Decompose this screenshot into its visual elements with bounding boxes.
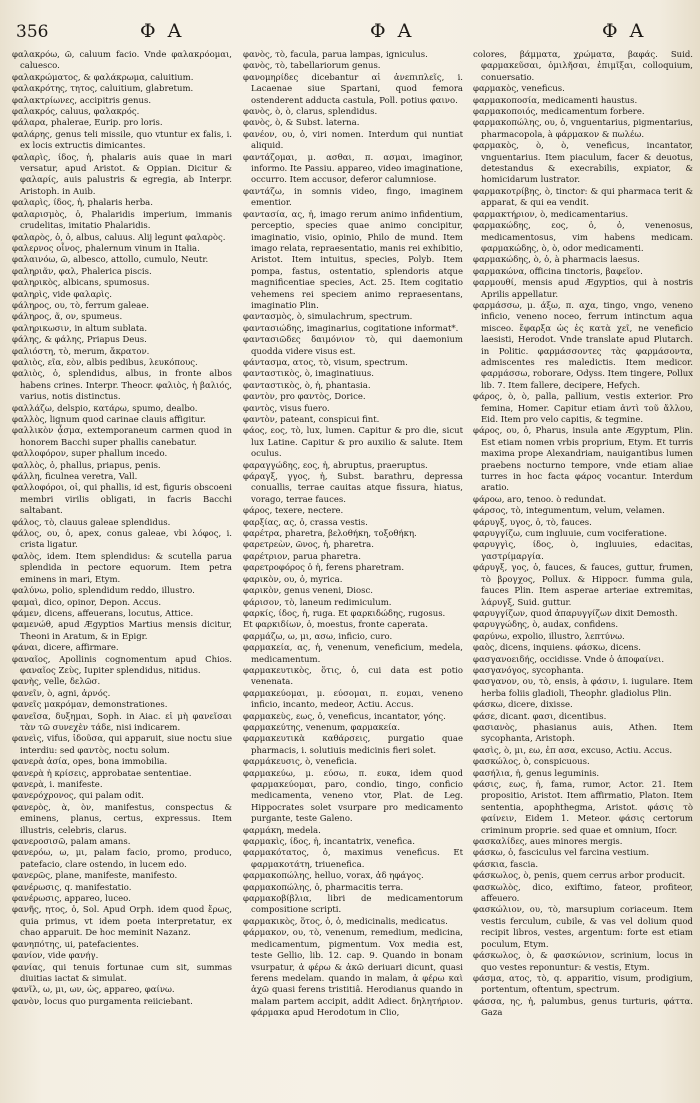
dictionary-entry: φαρμακοτρίβης, ὸ, tinctor: & qui pharmaca terit & apparat, & qui ea vendit. — [473, 186, 693, 209]
dictionary-entry: φαλακρόω, ῶ, caluum facio. Vnde φαλακρόομαι, caluesco. — [12, 50, 232, 72]
dictionary-entry: φαρμακευτικὰ καθάρσεις, purgatio quae pharmacis, i. solutiuis medicinis fieri solet. — [243, 734, 463, 756]
dictionary-entry: φαλλὸς, lignum quod carinae clauis affigitur. — [12, 415, 206, 425]
dictionary-entry: φαρυγγὶς, ίδος, ὸ, ingluuies, edacitas, γαστρίμαργία. — [473, 540, 693, 562]
dictionary-entry: φαληρὶς, vide φαλαρὶς. — [12, 289, 112, 300]
dictionary-entry: φαρμακώνα, officina tinctoris, βαφεῖον. — [473, 266, 643, 277]
dictionary-entry: φάροω, aro, tenoo. ὸ redundat. — [473, 494, 607, 505]
dictionary-entry: φαρμάκη, medela. — [243, 825, 321, 836]
dictionary-entry: φαλακτρίωνες, accipitris genus. — [12, 95, 152, 106]
dictionary-entry: φασγανόγος, sycophanta. — [473, 665, 584, 676]
dictionary-entry: φασκαλίδες, aues minores mergis. — [473, 837, 623, 848]
dictionary-entry: φανὸς, τὸ, tabellariorum genus. — [243, 61, 381, 72]
dictionary-entry: φάλλη, ficulnea veretra, Vall. — [12, 472, 138, 483]
dictionary-entry: φανερὰ, i. manifeste. — [12, 780, 103, 790]
dictionary-entry: φαλλὸς, ὁ, phallus, priapus, penis. — [12, 460, 161, 471]
dictionary-entry: φαραγγώδης, εος, ἡ, abruptus, praeruptus. — [243, 460, 428, 471]
dictionary-entry: φαλακρώματος, & φαλάκρωμα, caluitium. — [12, 72, 194, 83]
dictionary-entry: φανέρωσις, appareo, luceo. — [12, 894, 131, 905]
dictionary-entry: φάσκωλος, ὸ, penis, quem cerrus arbor producit. — [473, 871, 686, 882]
dictionary-entry: φαντάζομαι, μ. ασθαι, π. ασμαι, imaginor, informo. Ite Passiu. appareo, video imaginatione, occurro. Item accusor, deferor calumniose. — [243, 152, 463, 186]
dictionary-entry: φανὴς, velle, δελῶσ. — [12, 677, 101, 688]
dictionary-entry: φαληρικωσιν, in altum sublata. — [12, 323, 148, 334]
dictionary-entry: φαλιόστη, τὸ, merum, ἄκρατον. — [12, 346, 150, 357]
dictionary-entry: φάσσα, ης, ἡ, palumbus, genus turturis, φάττα. Gaza — [473, 996, 693, 1019]
dictionary-entry: φαρμακὸς, ὸ, ὸ, veneficus, incantator, vnguentarius. Item piaculum, facer & deuotus, detestandus & execrabilis, expiator, & homicidarum lustrator. — [473, 141, 693, 186]
column-heading: Φ Α — [370, 20, 415, 42]
dictionary-entry: φαρικὸν, genus veneni, Diosc. — [243, 586, 373, 597]
dictionary-entry: φάρσος, τὸ, integumentum, velum, velamen. — [473, 506, 665, 517]
dictionary-entry: φαρμακεία, ας, ἡ, venenum, veneficium, medela, medicamentum. — [243, 643, 463, 665]
dictionary-entry: φαρμακοποιός, medicamentum forbere. — [473, 107, 645, 118]
dictionary-entry: φανίας, qui tenuis fortunae cum sit, summas diuitias iactat & simulat. — [12, 962, 232, 984]
dictionary-entry: φαλαρὶς, ίδος, ἡ, phalaris herba. — [12, 198, 153, 209]
dictionary-entry: φαρέτρα, pharetra, βελοθήκη, τοξοθήκη. — [243, 529, 417, 540]
dictionary-entry: φαὸς, dicens, inquiens. φάσκω, dicens. — [473, 643, 641, 654]
dictionary-entry: φαρυγγίζων, quod ἀπαρυγγίζων dixit Demosth. — [473, 608, 678, 619]
column-right — [473, 50, 693, 1096]
dictionary-entry: φάσκια, fascia. — [473, 859, 539, 870]
dictionary-entry: φαρέτριον, parua pharetra. — [243, 551, 361, 562]
dictionary-entry: φανταστικὸς, ὸ, ἡ, phantasia. — [243, 380, 371, 391]
dictionary-entry: φασκώλος, ὸ, conspicuous. — [473, 757, 590, 768]
dictionary-entry: φαναῖος, Apollinis cognomentum apud Chios. φαναῖος Ζεὺς, Iupiter splendidus, nitidus. — [12, 654, 232, 676]
column-middle — [243, 50, 463, 1096]
dictionary-entry: φανταστικὸς, ὸ, imaginatiuus. — [243, 369, 374, 380]
dictionary-entry: φαντασμὸς, ὸ, simulachrum, spectrum. — [243, 312, 413, 323]
dictionary-entry: φαντάζω, in somnis video, fingo, imaginem ementior. — [243, 186, 463, 209]
dictionary-entry: φαλλάζω, delspio, κατάρω, spumo, dealbo. — [12, 403, 198, 414]
dictionary-entry: φάσκωλος, ὸ, & φασκώνιον, scrinium, locus in quo vestes reponuntur: & vestis, Etym. — [473, 951, 693, 973]
dictionary-entry: φάληρος, ου, τὸ, ferrum galeae. — [12, 300, 149, 311]
dictionary-entry: Et φαρκιδίων, ὁ, moestus, fronte caperata. — [243, 620, 428, 631]
dictionary-entry: φανεῖσα, δυξημαι, Soph. in Aiac. εἰ μὴ φανεῖσαι τὰν τῶ συνεχὲν τάδε, nisi indicarem. — [12, 711, 232, 733]
dictionary-entry: φαλλικὸν ᾆσμα, extemporaneum carmen quod in honorem Bacchi super phallis canebatur. — [12, 426, 232, 448]
dictionary-entry: φανῖλ, ω, μι, ων, ὡς, appareo, φαίνω. — [12, 985, 175, 996]
dictionary-entry: φανέρωσις, q. manifestatio. — [12, 882, 132, 893]
dictionary-entry: φαρμάζω, ω, μι, ασω, inficio, curo. — [243, 631, 393, 642]
dictionary-entry: φασγανον, ου, τὸ, ensis, à φάσιν, i. iugulare. Item herba foliis gladioli, Theophr. gladiolus Plin. — [473, 677, 693, 699]
dictionary-entry: φανερῶς, plane, manifeste, manifesto. — [12, 871, 178, 882]
dictionary-entry: φαρμακώδης, ὸ, ὁ, à pharmacis laesus. — [473, 255, 640, 266]
dictionary-entry: φάσις, εως, ἡ, fama, rumor, Actor. 21. Item propositio, Aristot. Item affirmatio, Platon. Item sententia, apophthegma, Aristot. φάσις τὸ φαίνειν, Eidem 1. Meteor. φάσις certorum criminum proprie. sed quae et omnium, Iſocr. — [473, 780, 693, 836]
dictionary-entry: φανερόχρονος, qui palam odit. — [12, 791, 144, 802]
dictionary-entry: φανερὰ ἡ κρίσεις, approbatae sententiae. — [12, 768, 192, 779]
dictionary-entry: φαρκίς, ίδος, ἡ, ruga. Et φαρκιδώδης, rugosus. — [243, 608, 446, 619]
dictionary-entry: φανεὶς, vifus, ἰδοῦσα, qui apparuit, siue noctu siue interdiu: sed φαντὸς, noctu solum. — [12, 734, 232, 756]
dictionary-entry: φανηπότης, ui, patefacientes. — [12, 939, 139, 950]
dictionary-entry: φάρμακον, ου, τὸ, venenum, remedium, medicina, medicamentum, pigmentum. Vox media est, teste Gellio, lib. 12. cap. 9. Quando in bonam vsurpatur, ἀ φέρω & ἀκῶ deriuari dicunt, quasi ferens medelam. quando in malam, ἀ φέρω καὶ ἀχῶ quasi ferens tristitiâ. Herodianus quando in malam partem accipit, addit Adiect. δηλητήριον. φάρμακα apud Herodotum in Clio, — [243, 928, 463, 1019]
dictionary-entry: φαρμακὸς, veneficus. — [473, 84, 565, 95]
dictionary-entry: φαρμακεύω, μ. εύσω, π. ευκα, idem quod φαρμακεύομαι, paro, condio, tingo, conficio medicamenta, veneno vtor, Plat. de Leg. Hippocrates solet vsurpare pro medicamento purgante, teste Galeno. — [243, 768, 463, 825]
dictionary-entry: φασήλια, ἡ, genus leguminis. — [473, 768, 600, 779]
dictionary-entry: colores, βάμματα, χρώματα, βαφάς. Suid. φαρμακεῦσαι, ὀμιλῆσαι, ἐπιμῖξαι, colloquium, conuersatio. — [473, 50, 693, 83]
dictionary-entry: φαλακρός, caluus, φαλακρός. — [12, 107, 140, 118]
dictionary-entry: φάντασμα, ατος, τὸ, visum, spectrum. — [243, 357, 408, 368]
dictionary-entry: φάλος, τὸ, clauus galeae splendidus. — [12, 517, 171, 528]
dictionary-entry: φαλὸς, idem. Item splendidus: & scutella parua splendida in pectore equorum. Item petra eminens in mari, Etym. — [12, 551, 232, 585]
dictionary-entry: φανὸς, ὸ, ὸ, clarus, splendidus. — [243, 107, 378, 118]
dictionary-entry: φαλακρότης, τητος, caluitium, glabretum. — [12, 84, 194, 95]
dictionary-entry: φανὸς, τὸ, facula, parua lampas, igniculus. — [243, 50, 428, 60]
dictionary-entry: φάρισον, τὸ, laneum redimiculum. — [243, 597, 392, 608]
dictionary-entry: φανὸν, locus quo purgamenta reiiciebant. — [12, 996, 193, 1007]
dictionary-entry: φασιανὸς, phasianus auis, Athen. Item sycophanta, Aristoph. — [473, 722, 693, 745]
dictionary-entry: φάλης, & φάλης, Priapus Deus. — [12, 335, 147, 346]
dictionary-entry: φαρετροφόρος ὁ ἡ, ferens pharetram. — [243, 563, 405, 574]
dictionary-entry: φασκωλὸς, dico, exiftimo, fateor, profiteor, affeuero. — [473, 882, 693, 905]
dictionary-entry: φαρμακοποσία, medicamenti haustus. — [473, 95, 638, 106]
dictionary-entry: φαντασιῶδες δαιμόνιον τὸ, qui daemonium quodda videre visus est. — [243, 335, 463, 357]
dictionary-entry: φαρμακοπώλης, ὁ, pharmacitis terra. — [243, 882, 404, 893]
dictionary-entry: φαρμακευτικὸς, ὅτις, ὁ, cui data est potio venenata. — [243, 665, 463, 688]
dictionary-entry: φαντὸν, pro φαντὸς, Dorice. — [243, 392, 366, 403]
text-columns — [6, 50, 696, 1096]
dictionary-entry: φάραγξ, γγος, ἡ, Subst. barathru, depressa conuallis, terrae cauitas atque fissura, hiatus, vorago, terrae fauces. — [243, 472, 463, 505]
dictionary-entry: φασὶς, ὸ, μι, εω, ἐπ ασα, excuso, Actiu. Accus. — [473, 745, 673, 756]
dictionary-entry: φάσκω, ὁ, fasciculus vel farcina vestium. — [473, 848, 650, 859]
dictionary-entry: φαρμακικὸς, ὅτος, ὁ, ὁ, medicinalis, medicatus. — [243, 916, 448, 927]
dictionary-entry: φανὸς, ὸ, & Subst. laterna. — [243, 118, 360, 129]
dictionary-entry: φάρος, ὸ, ὸ, palla, pallium, vestis exterior. Pro femina, Homer. Capitur etiam ἀντὶ τοῦ ἄλλου, Eid. Item pro velo capitis, & tegmine. — [473, 392, 693, 425]
dictionary-entry: φαρύνω, expolio, illustro, λεπτύνω. — [473, 631, 625, 642]
dictionary-entry: φάσε, dicant. φασι, dicentibus. — [473, 711, 607, 722]
dictionary-entry: φαλλοφόρον, super phallum incedo. — [12, 449, 168, 460]
dictionary-entry: φαρμακεύομαι, μ. εύσομαι, π. ευμαι, veneno inficio, incanto, medeor, Actiu. Accus. — [243, 688, 463, 711]
dictionary-entry: φαντὸν, pateant, conspicui fint. — [243, 415, 380, 425]
dictionary-entry: φάρυγξ, υγος, ὁ, τὸ, fauces. — [473, 517, 592, 528]
dictionary-entry: φάληρος, ᾶ, ον, spumeus. — [12, 312, 123, 323]
dictionary-entry: φαμενώθ, apud Ægyptios Martius mensis dicitur, Theoni in Aratum, & in Epigr. — [12, 620, 232, 642]
dictionary-entry: φαρυγγίζω, cum ingluuie, cum vociferatione. — [473, 529, 667, 540]
dictionary-entry: φάος, εος, τὸ, lux, lumen. Capitur & pro die, sicut lux Latine. Capitur & pro auxilio & salute. Item oculus. — [243, 426, 463, 460]
dictionary-entry: φάσκω, dicere, dixisse. — [473, 700, 573, 711]
dictionary-entry: φανεροσισῶ, palam amans. — [12, 837, 131, 848]
dictionary-entry: φαρξίας, ας, ὁ, crassa vestis. — [243, 517, 368, 528]
dictionary-entry: φαρμακὶς, ίδος, ἡ, incantatrix, venefica. — [243, 837, 415, 848]
dictionary-entry: φανέον, ου, ὁ, viri nomen. Interdum qui nuntiat aliquid. — [243, 129, 463, 152]
dictionary-entry: φάμεν, dicens, affeuerans, locutus, Attice. — [12, 608, 194, 619]
dictionary-entry: φαρμακεὺς, εως, ὁ, veneficus, incantator, γόης. — [243, 711, 446, 722]
dictionary-entry: φαρυγγώδης, ὸ, audax, confidens. — [473, 620, 619, 631]
dictionary-entry: φαλλοφόροι, οἱ, qui phallis, id est, figuris obscoeni membri virilis obligati, in facris Bacchi saltabant. — [12, 483, 232, 517]
page-header — [0, 4, 700, 48]
dictionary-entry: φαντὸς, visus fuero. — [243, 403, 330, 414]
dictionary-entry: φαμαὶ, dico, opinor, Depon. Accus. — [12, 597, 162, 608]
dictionary-entry: φανερόω, ω, μι, palam facio, promo, produco, patefacio, clare ostendo, in lucem edo. — [12, 848, 232, 870]
dictionary-entry: φαρμακώδης, εος, ὁ, ὁ, venenosus, medicamentosus, vim habens medicam. φαρμακώδης, ὸ, ὸ, odor medicamenti. — [473, 221, 693, 254]
dictionary-entry: φαντασιώδης, imaginarius, cogitatione informat*. — [243, 323, 459, 334]
dictionary-entry: φαρμάσσω, μ. άξω, π. αχα, tingo, vngo, veneno inficio, veneno noceo, ferrum intinctum aqua misceo. ἔφαρξα ὡς ἐς κατὰ χεῖ, ne veneficio laesisti, Herodot. Vnde translate apud Plutarch. in Politic. φαρμάσσοντες τὰς φαρμάσοντα, admiscentes res maledictis. Item medicor. φαρμάσσω, roborare, Odyss. Item tingere, Pollux lib. 7. Item fallere, decipere, Hefych. — [473, 300, 693, 391]
dictionary-entry: φαλύνω, polio, splendidum reddo, illustro. — [12, 586, 195, 597]
dictionary-entry: φαρετρεὼν, ῶνος, ἡ, pharetra. — [243, 540, 374, 551]
dictionary-entry: φάρος, ου, ὁ, Pharus, insula ante Ægyptum, Plin. Est etiam nomen vrbis proprium, Etym. Et turris maxima prope Alexandriam, nauigantibus lumen praebens nocturno tempore, vnde etiam aliae turres in hoc facta φάρος vocantur. Interdum aratio. — [473, 426, 693, 494]
dictionary-entry: φάλος, ου, ὁ, apex, conus galeae, vbi λόφος, i. crista ligatur. — [12, 529, 232, 551]
dictionary-entry: φαρμακτήριον, ὸ, medicamentarius. — [473, 209, 629, 220]
dictionary-entry: φανίον, vide φανήγ. — [12, 951, 99, 962]
dictionary-entry: φάρυγξ, γος, ὁ, fauces, & fauces, guttur, frumen, τὸ βρογχος, Pollux. & Hippocr. fumma gula, fauces Plin. Item asperae arteriae extremitas, λάρυγξ, Suid. guttur. — [473, 563, 693, 608]
dictionary-entry: φαλαρισμὸς, ὁ, Phalaridis imperium, immanis crudelitas, imitatio Phalaridis. — [12, 209, 232, 232]
dictionary-entry: φαλαινόω, ῶ, albesco, attollo, cumulo, Neutr. — [12, 255, 209, 266]
dictionary-entry: φανεῖς μακρόμαν, demonstrationes. — [12, 700, 168, 711]
dictionary-entry: φαληρικὸς, albicans, spumosus. — [12, 278, 150, 289]
dictionary-entry: φαρμακοπώλης, ου, ὁ, vnguentarius, pigmentarius, pharmacopola, à φάρμακον & πωλέω. — [473, 118, 693, 140]
dictionary-entry: φαρμακεύτης, venenum, φαρμακεία. — [243, 722, 400, 733]
dictionary-entry: φάσμα, ατος, τὸ, q. apparitio, visum, prodigium, portentum, oftentum, spectrum. — [473, 973, 693, 996]
dictionary-entry: φανερὰ ἀσία, opes, bona immobilia. — [12, 757, 168, 768]
page-number: 356 — [16, 22, 49, 42]
dictionary-entry: φαρμακοπώλης, helluo, vorax, ἀδ ηφάγος. — [243, 871, 424, 882]
dictionary-entry: φασκώλιον, ου, τὸ, marsupium coriaceum. Item vestis ferculum, cubile, & vas vel dolium quod recipit libros, vestes, argentum: forte est etiam poculum, Etym. — [473, 905, 693, 950]
dictionary-entry: φαλερνος οἶνος, phalernum vinum in Italia. — [12, 243, 200, 254]
dictionary-entry: φαρμακοβίβλια, libri de medicamentorum compositione scripti. — [243, 894, 463, 916]
dictionary-entry: φάλαρα, phalerae, Eurip. pro loris. — [12, 118, 163, 129]
dictionary-entry: φαρικὸν, ου, ὁ, myrica. — [243, 574, 343, 585]
dictionary-entry: φαρμάκευσις, ὸ, veneficia. — [243, 757, 357, 768]
dictionary-entry: φανῆς, ητος, ὁ, Sol. Apud Orph. idem quod ἔρως, quia primus, vt idem poeta interpretatur, ex chao apparuit. De hoc meminit Nazanz. — [12, 905, 232, 939]
dictionary-entry: φαρμακότατος, ὁ, maximus veneficus. Et φαρμακοτάτη, triuenefica. — [243, 848, 463, 870]
dictionary-entry: φαλάρης, genus teli missile, quo vtuntur ex falis, i. ex locis extructis dimicantes. — [12, 129, 232, 152]
dictionary-entry: φαλιὸς, εῖα, εὸν, albis pedibus, λευκόπους. — [12, 357, 198, 368]
column-left — [12, 50, 232, 1096]
column-heading: Φ Α — [140, 20, 185, 42]
dictionary-entry: φάναι, dicere, affirmare. — [12, 643, 119, 654]
dictionary-entry: φαρμουθί, mensis apud Ægyptios, qui à nostris Aprilis appellatur. — [473, 278, 693, 300]
dictionary-entry: φανερὸς, ὰ, ὸν, manifestus, conspectus & eminens, planus, certus, expressus. Item illustris, celebris, clarus. — [12, 802, 232, 836]
dictionary-entry: φαλαρὸς, ὁ, ὁ, albus, caluus. Alij legunt φαλαρὸς. — [12, 232, 226, 243]
dictionary-entry: φαντασία, ας, ἡ, imago rerum animo infidentium, perceptio, species quae animo concipitur, imaginatio, visio, opinio, Philo de mund. Item imago relata, repraesentatio, manis rei exhibitio, Aristot. Item intuitus, species, Polyb. Item pompa, fastus, ostentatio, splendoris atque magnificentiae species, Act. 25. Item cogitatio vehemens rei speciem animo repraesentans, imaginatio Plin. — [243, 209, 463, 311]
dictionary-entry: φαλιὸς, ὁ, splendidus, albus, in fronte albos habens crines. Interpr. Theocr. φαλιὸς, ἡ βαλιός, varius, notis distinctus. — [12, 369, 232, 403]
dictionary-entry: φαληριᾶν, φαλ, Phalerica piscis. — [12, 266, 152, 277]
dictionary-entry: φανομηρίδες dicebantur αἱ ἀνεπιπλεῖς, i. Lacaenae siue Spartani, quod femora ostenderent adducta castula, Poll. potius φαινο. — [243, 72, 463, 106]
dictionary-entry: φανεῖν, ὸ, agni, ἀρνός. — [12, 688, 111, 699]
dictionary-entry: φάρος, texere, nectere. — [243, 506, 344, 517]
dictionary-entry: φαλαρὶς, ίδος, ἡ, phalaris auis quae in mari versatur, apud Aristot. & Oppian. Dicitur & φαλαρίς, auis palustris & egregia, ab Interpr. Aristoph. in Auib. — [12, 152, 232, 197]
dictionary-entry: φασγανοειδής, occidisse. Vnde ὁ ἀποφαίνει. — [473, 654, 665, 665]
column-heading: Φ Α — [602, 20, 647, 42]
